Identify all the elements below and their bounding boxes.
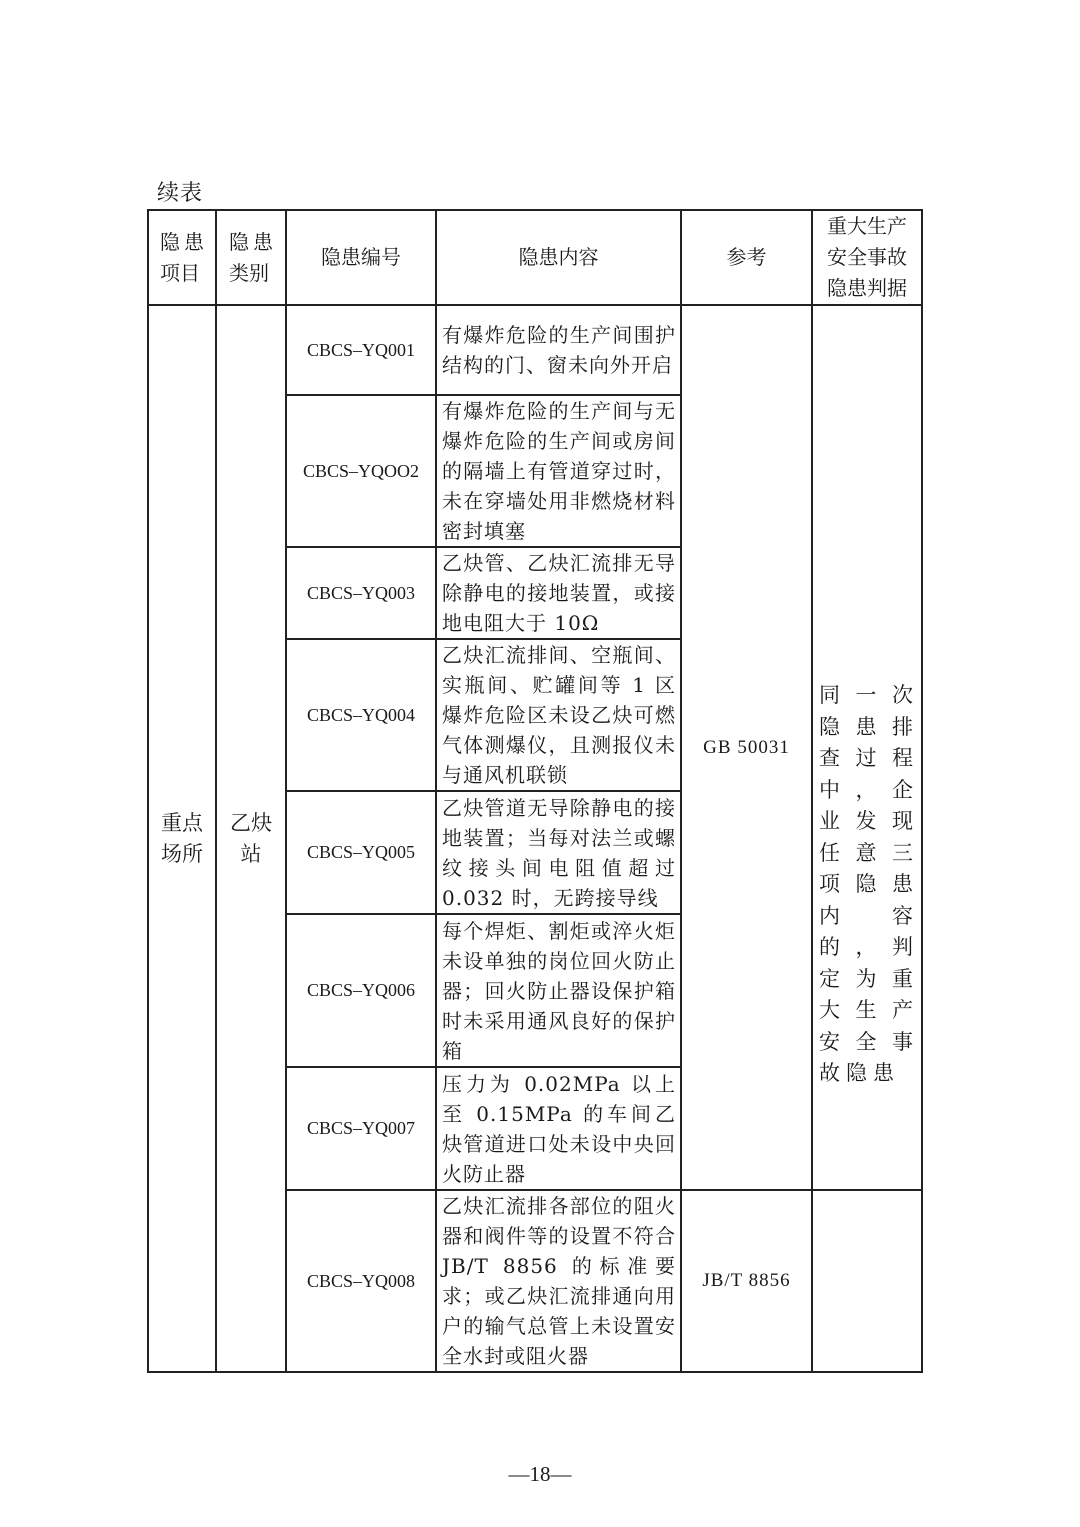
- hazard-code: CBCS–YQ004: [286, 639, 436, 791]
- hazard-code: CBCS–YQ008: [286, 1190, 436, 1372]
- page-number: —18—: [508, 1462, 572, 1486]
- hazard-content: 每个焊炬、割炬或淬火炬未设单独的岗位回火防止器；回火防止器设保护箱时未采用通风良好的保护箱: [436, 914, 681, 1067]
- hazard-code: CBCS–YQ007: [286, 1067, 436, 1190]
- header-code: 隐患编号: [286, 210, 436, 305]
- hazard-content: 有爆炸危险的生产间与无爆炸危险的生产间或房间的隔墙上有管道穿过时，未在穿墙处用非燃烧材料密封填塞: [436, 395, 681, 547]
- hazard-code: CBCS–YQOO2: [286, 395, 436, 547]
- hazard-category-cell: 乙炔站: [216, 305, 286, 1372]
- hazard-item-cell: 重点场所: [148, 305, 216, 1372]
- hazard-table: [147, 209, 923, 1373]
- hazard-code: CBCS–YQ006: [286, 914, 436, 1067]
- reference-gb: GB 50031: [681, 305, 812, 1190]
- hazard-content: 乙炔汇流排各部位的阻火器和阀件等的设置不符合 JB/T 8856 的标准要求；或乙炔汇流排通向用户的输气总管上未设置安全水封或阻火器: [436, 1190, 681, 1372]
- hazard-content: 乙炔管、乙炔汇流排无导除静电的接地装置，或接地电阻大于 10Ω: [436, 547, 681, 639]
- hazard-code: CBCS–YQ001: [286, 305, 436, 395]
- header-item: 隐患项目: [148, 210, 216, 305]
- header-reference: 参考: [681, 210, 812, 305]
- hazard-code: CBCS–YQ005: [286, 791, 436, 914]
- table-caption: 续表: [157, 181, 204, 206]
- header-category: 隐患类别: [216, 210, 286, 305]
- hazard-content: 压力为 0.02MPa 以上至 0.15MPa 的车间乙炔管道进口处未设中央回火防止器: [436, 1067, 681, 1190]
- judgement-basis: 同一次隐患排查过程中，企业发现任意三项隐患内容的，判定为重大生产安全事故隐患: [812, 305, 922, 1190]
- header-content: 隐患内容: [436, 210, 681, 305]
- header-basis: 重大生产安全事故隐患判据: [812, 210, 922, 305]
- reference-jb: JB/T 8856: [681, 1190, 812, 1372]
- hazard-content: 有爆炸危险的生产间围护结构的门、窗未向外开启: [436, 305, 681, 395]
- empty-basis-cell: [812, 1190, 922, 1372]
- hazard-content: 乙炔汇流排间、空瓶间、实瓶间、贮罐间等 1 区爆炸危险区未设乙炔可燃气体测爆仪，且测报仪未与通风机联锁: [436, 639, 681, 791]
- table-row: [148, 305, 922, 395]
- hazard-content: 乙炔管道无导除静电的接地装置；当每对法兰或螺纹接头间电阻值超过 0.032 时，无跨接导线: [436, 791, 681, 914]
- header-row: [148, 210, 922, 305]
- hazard-code: CBCS–YQ003: [286, 547, 436, 639]
